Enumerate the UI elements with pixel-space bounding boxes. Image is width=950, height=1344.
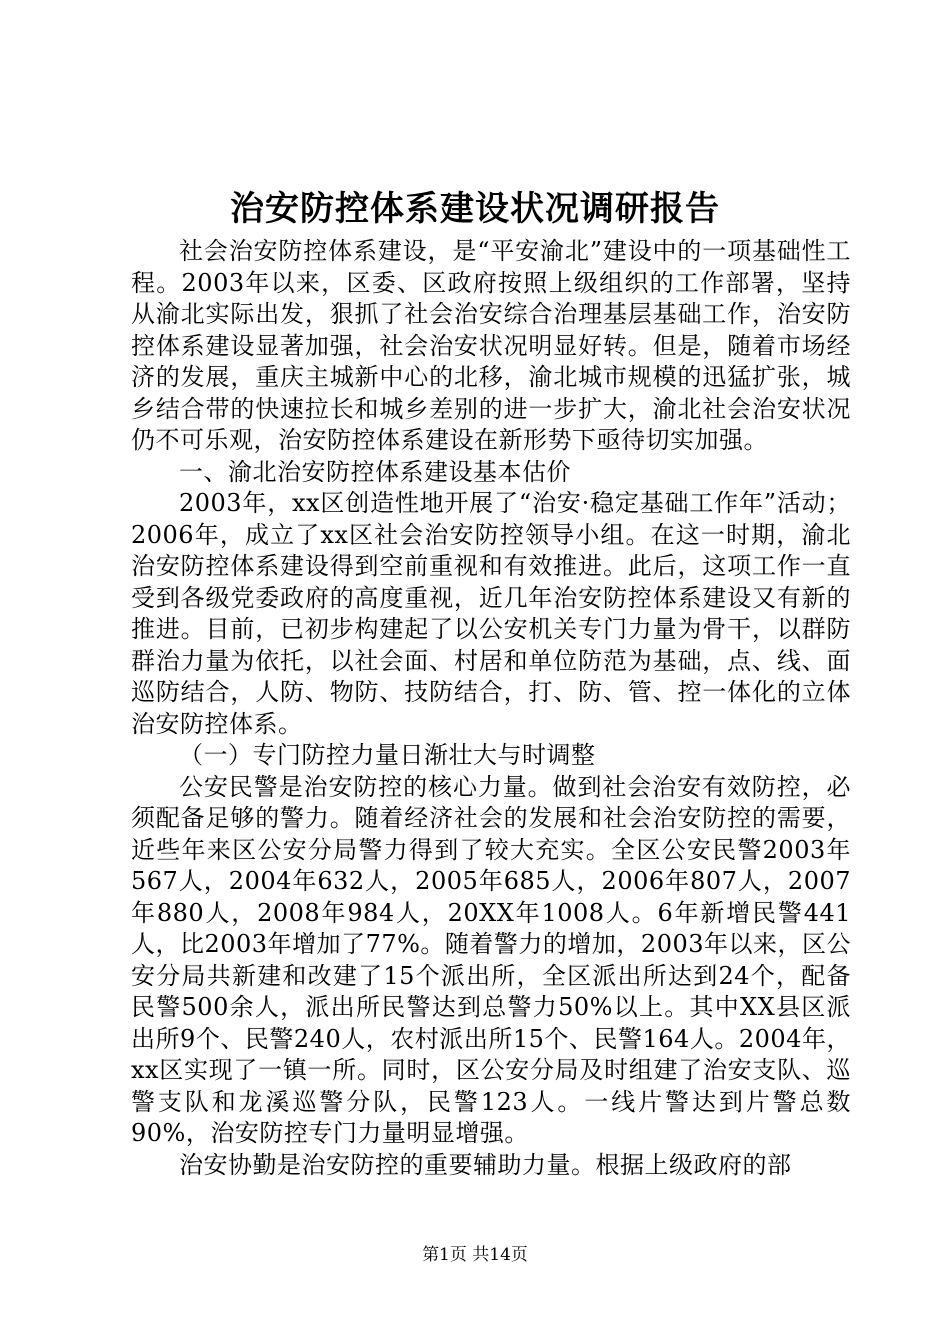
paragraph-auxiliary-force: 治安协勤是治安防控的重要辅助力量。根据上级政府的部 bbox=[179, 1150, 792, 1179]
section-heading-1: 一、渝北治安防控体系建设基本估价 bbox=[179, 457, 571, 486]
document-title: 治安防控体系建设状况调研报告 bbox=[230, 189, 720, 229]
paragraph-intro: 社会治安防控体系建设，是“平安渝北”建设中的一项基础性工程。2003年以来，区委、区政府按照上级组织的工作部署，坚持从渝北实际出发，狠抓了社会治安综合治理基层基础工作，治安防控体系建设显著加强，社会治安状况明显好转。但是，随着市场经济的发展，重庆主城新中心的北移，渝北城市规模的迅猛扩张，城乡结合带的快速拉长和城乡差别的进一步扩大，渝北社会治安状况仍不可乐观，治安防控体系建设在新形势下亟待切实加强。 bbox=[131, 237, 851, 454]
document-body bbox=[131, 236, 851, 1181]
subsection-heading-1: （一）专门防控力量日渐壮大与时调整 bbox=[179, 741, 596, 769]
paragraph-assessment: 2003年，xx区创造性地开展了“治安·稳定基础工作年”活动；2006年，成立了xx区社会治安防控领导小组。在这一时期，渝北治安防控体系建设得到空前重视和有效推进。此后，这项工作一直受到各级党委政府的高度重视，近几年治安防控体系建设又有新的推进。目前，已初步构建起了以公安机关专门力量为骨干，以群防群治力量为依托，以社会面、村居和单位防范为基础，点、线、面巡防结合，人防、物防、技防结合，打、防、管、控一体化的立体治安防控体系。 bbox=[131, 489, 851, 738]
page-footer: 第1页 共14页 bbox=[422, 1245, 528, 1265]
paragraph-police-force: 公安民警是治安防控的核心力量。做到社会治安有效防控，必须配备足够的警力。随着经济社会的发展和社会治安防控的需要，近些年来区公安分局警力得到了较大充实。全区公安民警2003年567人，2004年632人，2005年685人，2006年807人，2007年880人，2008年984人，20XX年1008人。6年新增民警441人，比2003年增加了77%。随着警力的增加，2003年以来，区公安分局共新建和改建了15个派出所，全区派出所达到24个，配备民警500余人，派出所民警达到总警力50%以上。其中XX县区派出所9个、民警240人，农村派出所15个、民警164人。2004年，xx区实现了一镇一所。同时，区公安分局及时组建了治安支队、巡警支队和龙溪巡警分队，民警123人。一线片警达到片警总数90%，治安防控专门力量明显增强。 bbox=[131, 772, 851, 1147]
